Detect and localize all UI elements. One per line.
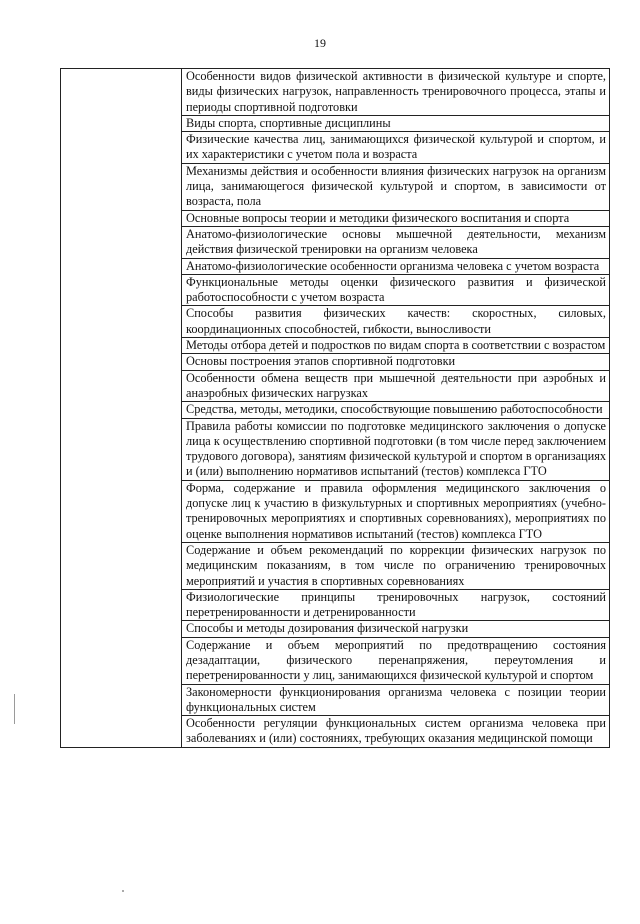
requirement-cell: Содержание и объем рекомендаций по коррекции физических нагрузок по медицинским показаниям, в том числе по ограничению тренировочных мероприятий и участия в спортивных соревнованиях	[182, 542, 610, 589]
page-number: 19	[314, 36, 326, 50]
requirement-cell: Физические качества лиц, занимающихся физической культурой и спортом, и их характеристики с учетом пола и возраста	[182, 132, 610, 164]
table-body	[61, 69, 610, 748]
scan-artifact-dot	[122, 890, 124, 892]
requirement-cell: Правила работы комиссии по подготовке медицинского заключения о допуске лица к осуществлению спортивной подготовки (в том числе перед заключением трудового договора), занятиям физической культурой и спортом в организациях и (или) выполнению нормативов испытаний (тестов) комплекса ГТО	[182, 418, 610, 480]
table-row	[61, 69, 610, 116]
requirement-cell: Содержание и объем мероприятий по предотвращению состояния дезадаптации, физического перенапряжения, переутомления и перетренированности у лиц, занимающихся физической культурой и спортом	[182, 637, 610, 684]
left-label-cell	[61, 69, 182, 748]
requirement-cell: Механизмы действия и особенности влияния физических нагрузок на организм лица, занимающегося физической культурой и спортом, в зависимости от возраста, пола	[182, 163, 610, 210]
requirement-cell: Основные вопросы теории и методики физического воспитания и спорта	[182, 210, 610, 226]
requirement-cell: Анатомо-физиологические основы мышечной деятельности, механизм действия физической тренировки на организм человека	[182, 226, 610, 258]
requirement-cell: Особенности регуляции функциональных систем организма человека при заболеваниях и (или) состояниях, требующих оказания медицинской помощи	[182, 716, 610, 748]
requirement-cell: Закономерности функционирования организма человека с позиции теории функциональных систем	[182, 684, 610, 716]
requirement-cell: Основы построения этапов спортивной подготовки	[182, 354, 610, 370]
requirement-cell: Особенности обмена веществ при мышечной деятельности при аэробных и анаэробных физических нагрузках	[182, 370, 610, 402]
requirement-cell: Физиологические принципы тренировочных нагрузок, состояний перетренированности и детренированности	[182, 589, 610, 621]
scan-artifact-line	[14, 694, 15, 724]
requirement-cell: Функциональные методы оценки физического развития и физической работоспособности с учетом возраста	[182, 274, 610, 306]
requirement-cell: Способы и методы дозирования физической нагрузки	[182, 621, 610, 637]
requirement-cell: Методы отбора детей и подростков по видам спорта в соответствии с возрастом	[182, 338, 610, 354]
requirement-cell: Виды спорта, спортивные дисциплины	[182, 115, 610, 131]
knowledge-requirements-table	[60, 68, 610, 748]
requirement-cell: Анатомо-физиологические особенности организма человека с учетом возраста	[182, 258, 610, 274]
requirement-cell: Средства, методы, методики, способствующие повышению работоспособности	[182, 402, 610, 418]
requirement-cell: Способы развития физических качеств: скоростных, силовых, координационных способностей, гибкости, выносливости	[182, 306, 610, 338]
requirement-cell: Особенности видов физической активности в физической культуре и спорте, виды физических нагрузок, направленность тренировочного процесса, этапы и периоды спортивной подготовки	[182, 69, 610, 116]
requirement-cell: Форма, содержание и правила оформления медицинского заключения о допуске лиц к участию в физкультурных и спортивных мероприятиях (учебно-тренировочных мероприятиях и спортивных соревнованиях), мероприятиях по оценке выполнения нормативов испытаний (тестов) комплекса ГТО	[182, 480, 610, 542]
